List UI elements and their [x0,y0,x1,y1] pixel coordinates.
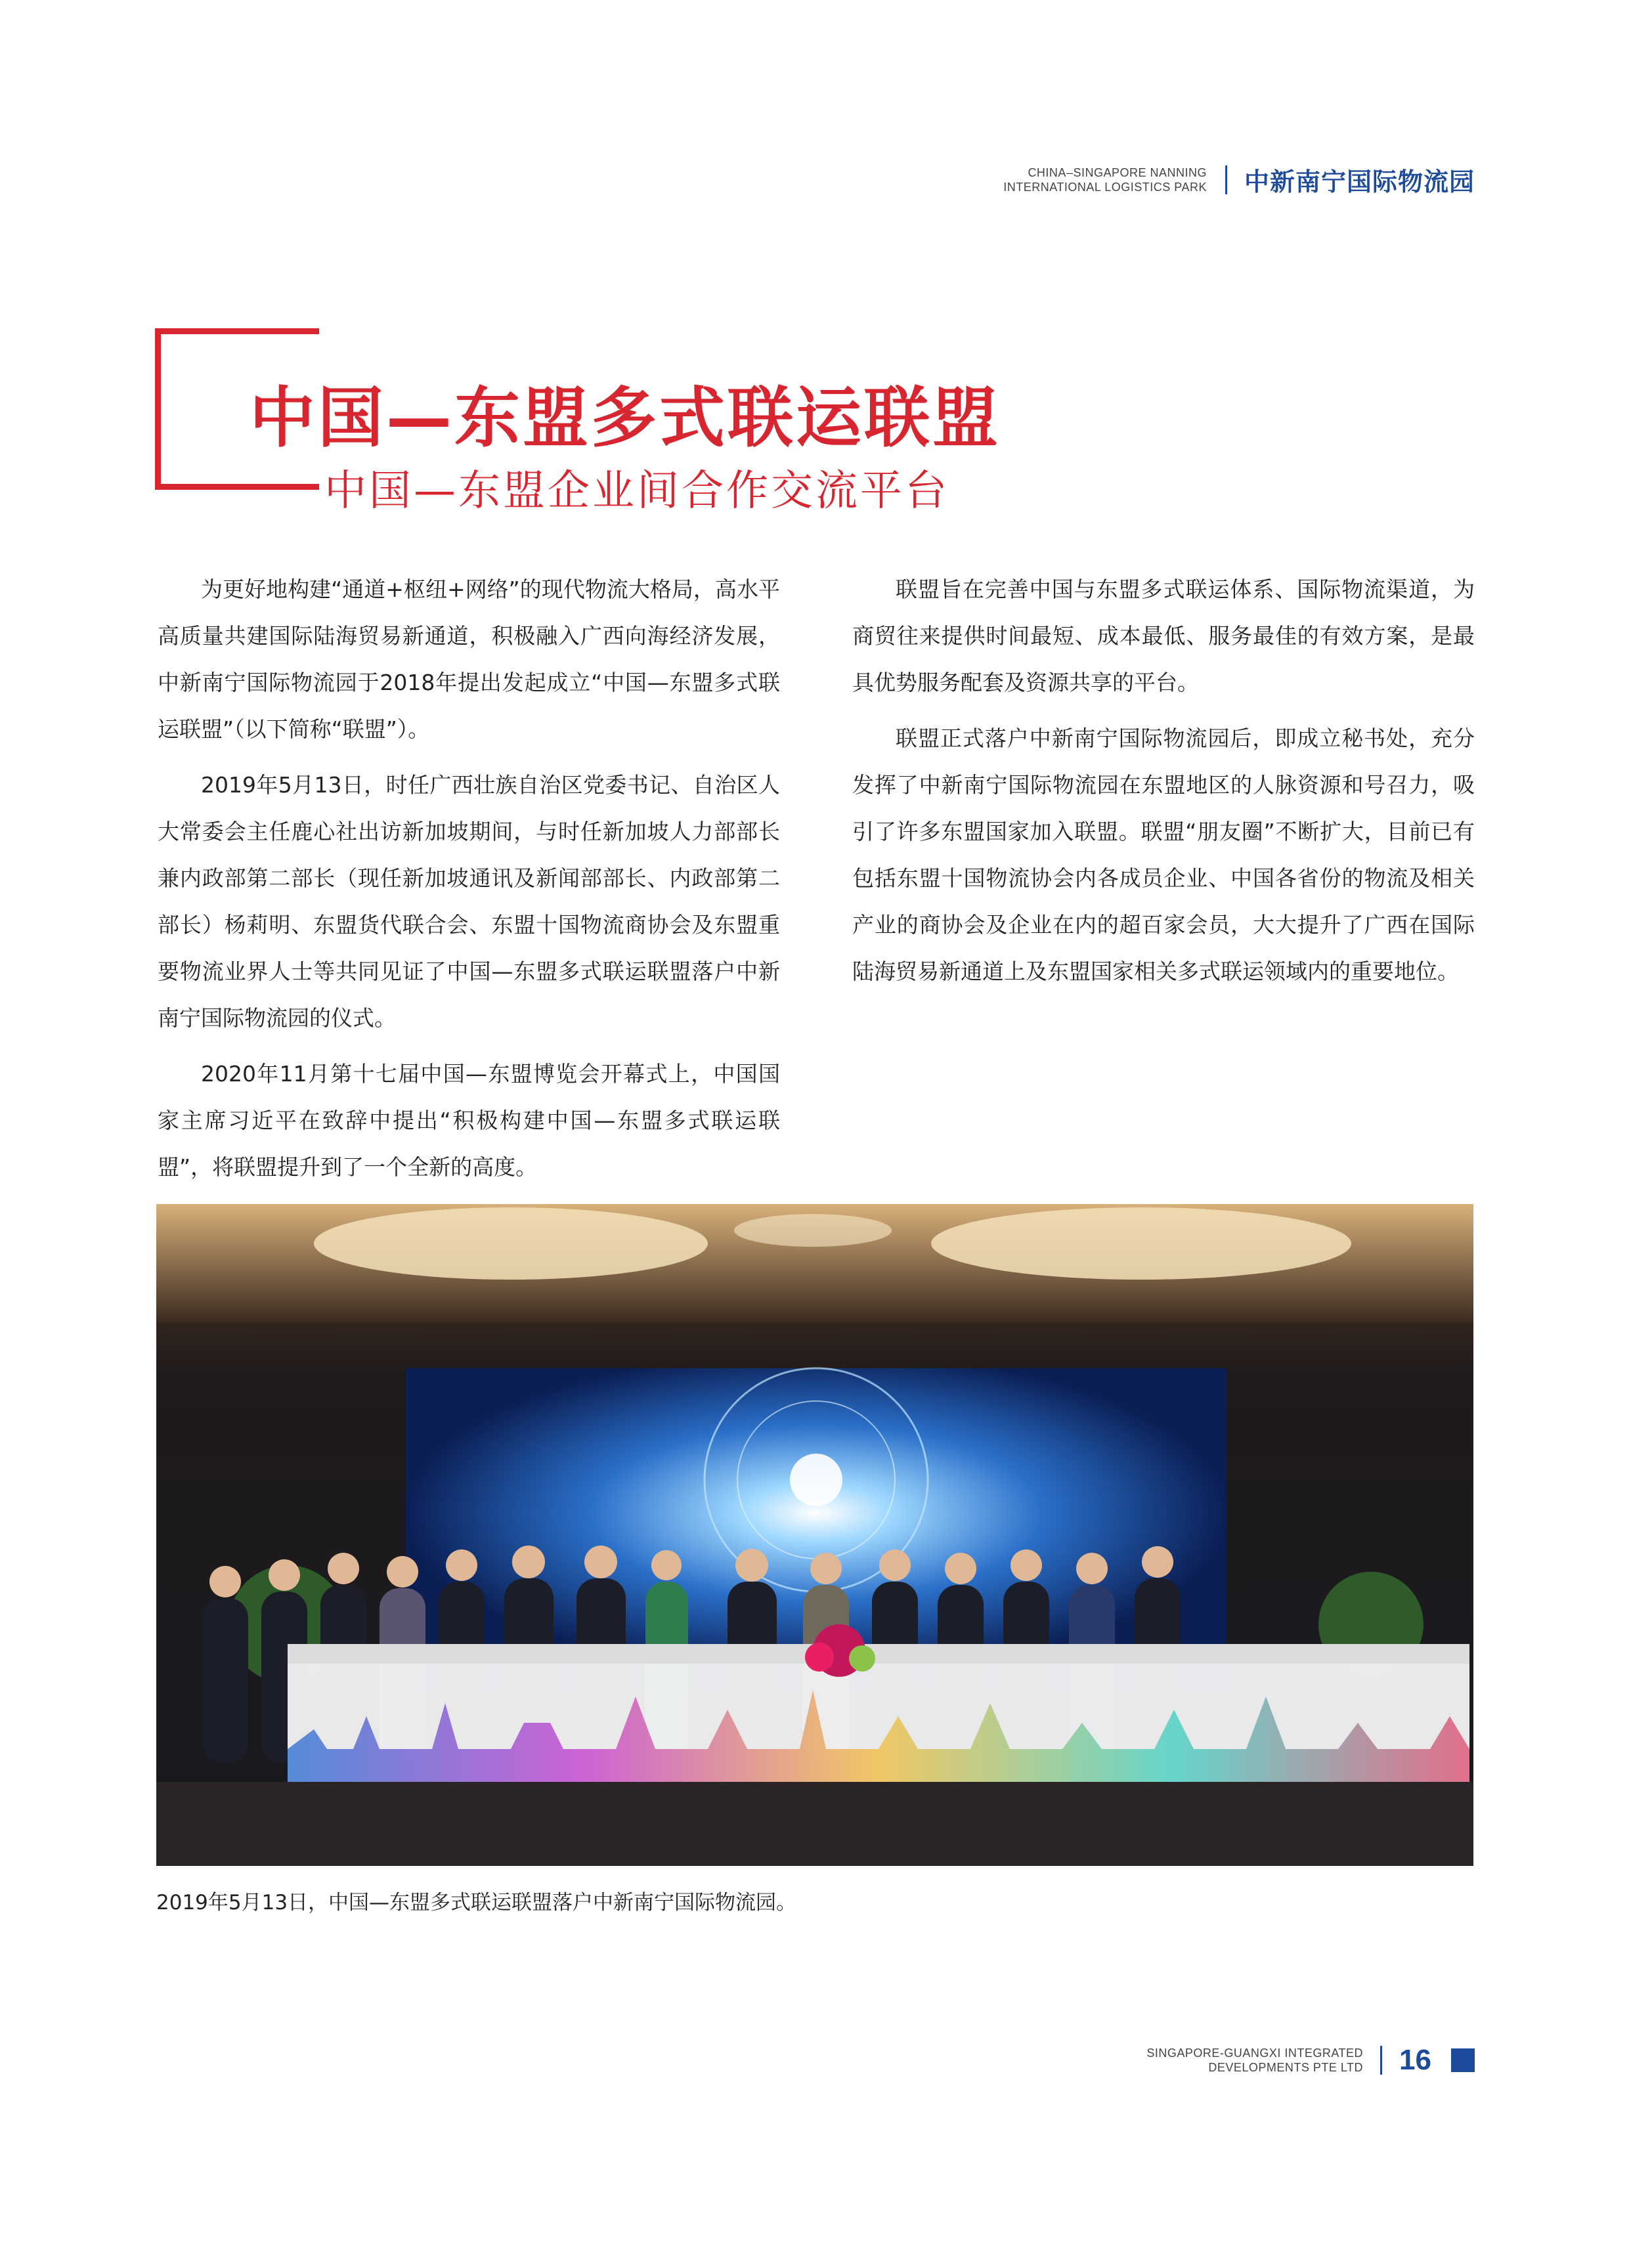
footer-en-line2: DEVELOPMENTS PTE LTD [1208,2061,1364,2074]
ceremony-photo [156,1204,1473,1866]
paragraph: 2019年5月13日，时任广西壮族自治区党委书记、自治区人大常委会主任鹿心社出访新加坡期间，与时任新加坡人力部部长兼内政部第二部长（现任新加坡通讯及新闻部部长、内政部第二部长）杨莉明、东盟货代联合会、东盟十国物流商协会及东盟重要物流业界人士等共同见证了中国—东盟多式联运联盟落户中新南宁国际物流园的仪式。 [158,772,780,1031]
right-column [852,566,1475,1004]
page-number: 16 [1399,2044,1431,2076]
page-title: 中国—东盟多式联运联盟 [250,379,1001,456]
footer-square-marker [1451,2048,1475,2072]
paragraph: 联盟旨在完善中国与东盟多式联运体系、国际物流渠道，为商贸往来提供时间最短、成本最低、服务最佳的有效方案，是最具优势服务配套及资源共享的平台。 [852,576,1475,695]
footer-divider [1380,2046,1382,2075]
page-subtitle: 中国—东盟企业间合作交流平台 [324,467,949,515]
ceremony-photo-illustration [156,1204,1473,1866]
footer-en-line1: SINGAPORE-GUANGXI INTEGRATED [1146,2046,1364,2060]
header-divider [1225,165,1227,194]
header-chinese-name: 中新南宁国际物流园 [1244,167,1475,196]
left-column [158,566,780,1200]
header-en-line1: CHINA–SINGAPORE NANNING [1028,165,1207,179]
photo-caption: 2019年5月13日，中国—东盟多式联运联盟落户中新南宁国际物流园。 [156,1891,797,1915]
page-header [1003,162,1475,198]
footer-company-name [1146,2046,1363,2075]
paragraph: 为更好地构建“通道+枢纽+网络”的现代物流大格局，高水平高质量共建国际陆海贸易新通道，积极融入广西向海经济发展，中新南宁国际物流园于2018年提出发起成立“中国—东盟多式联运联盟”（以下简称“联盟”）。 [158,576,780,742]
paragraph: 2020年11月第十七届中国—东盟博览会开幕式上，中国国家主席习近平在致辞中提出“积极构建中国—东盟多式联运联盟”，将联盟提升到了一个全新的高度。 [158,1061,780,1180]
paragraph: 联盟正式落户中新南宁国际物流园后，即成立秘书处，充分发挥了中新南宁国际物流园在东盟地区的人脉资源和号召力，吸引了许多东盟国家加入联盟。联盟“朋友圈”不断扩大，目前已有包括东盟十国物流协会内各成员企业、中国各省份的物流及相关产业的商协会及企业在内的超百家会员，大大提升了广西在国际陆海贸易新通道上及东盟国家相关多式联运领域内的重要地位。 [852,725,1475,984]
page-footer [1146,2044,1475,2077]
header-english-name [1003,165,1207,194]
header-en-line2: INTERNATIONAL LOGISTICS PARK [1003,180,1207,194]
